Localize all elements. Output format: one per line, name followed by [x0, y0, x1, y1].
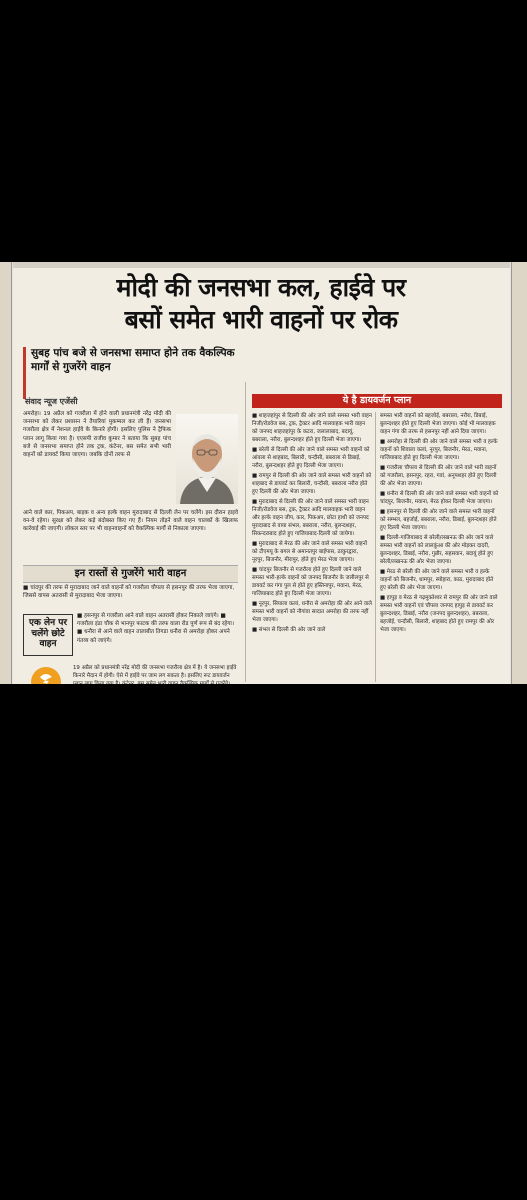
diversion-item: ■ नूरपुर, सियाला कलां, धनौरा से अमरोहा की ओर आने वाले समस्त भारी वाहनों को नौगांवा सादात अमरोहा की तरफ नहीं भेजा जाएगा। [252, 601, 372, 623]
diversion-item: ■ हसनपुर से दिल्ली की ओर जाने वाले समस्त भारी वाहनों को सम्भल, बहजोई, बबराला, नरौरा, डिबाई, बुलन्दशहर होते हुए दिल्ली भेजा जाएगा। [380, 509, 497, 531]
diversion-column-2 [380, 412, 500, 636]
diversion-item: ■ चांदपुर बिजनौर से गजरौला होते हुए दिल्ली जाने वाले समस्त भारी-हल्के वाहनों को जनपद बिजनौर के जलीलपुर से डायवर्ट कर गंगा पुल से होते हुए हस्तिनापुर, मवाना, मेरठ, गाजियाबाद होते हुए दिल्ली भेजा जाएगा। [252, 567, 369, 597]
headline [17, 272, 505, 336]
newspaper-page [13, 262, 510, 684]
subhead-accent-bar [23, 347, 26, 399]
diversion-item: ■ संभल से दिल्ली की ओर जाने वाले [252, 627, 326, 633]
intro-paragraph: अमरोहा। 19 अप्रैल को गजरौला में होने वाली प्रधानमंत्री नरेंद्र मोदी की जनसभा को लेकर प्रशासन ने तैयारियां मुकम्मल कर ली हैं। जनसभा गजरौला क्षेत्र में नेशनल हाईवे के किनारे होगी। इसलिए पुलिस ने ट्रैफिक प्लान लागू किया गया है। एएसपी राजीव कुमार ने बताया कि सुबह पांच बजे से जनसभा समाप्त होने तक ट्रक, कंटेनर, बस समेत सभी भारी वाहनों को डायवर्ट किया जाएगा। जबकि दोनों तरफ से [23, 411, 171, 459]
adjacent-page-right [511, 262, 527, 684]
diversion-item: ■ बरेली से दिल्ली की ओर जाने वाले समस्त भारी वाहनों को आंवला से शाहबाद, बिलारी, चन्दौसी, बबराला से डिबाई, नरौरा, बुलन्दशहर होते हुए दिल्ली भेजा जाएगा। [252, 447, 370, 469]
column-divider [375, 412, 376, 682]
route-instruction-top: ■ चांदपुर की तरफ से मुरादाबाद जाने वाले वाहनों को गजरौला चौपला से हसनपुर की तरफ भेजा जाएगा, जिससे वापस अतरासी से मुरादाबाद भेजा जाएगा। [23, 585, 235, 600]
diversion-item: ■ गजरौला चौपला से दिल्ली की ओर जाने वाले भारी वाहनों को गजरौला, हसनपुर, रहरा, गवां, अनूपशहर होते हुए दिल्ली की ओर भेजा जाएगा। [380, 465, 497, 487]
diversion-column-1 [252, 412, 372, 636]
byline: संवाद न्यूज एजेंसी [25, 397, 78, 406]
route-instructions: ■ हसनपुर से गजरौला आने वाले वाहन अतरासी होकर निकाले जाएंगे। ■ गजरौला इंडा चौक से भानपुर फाटक की तरफ वाला रोड पूर्ण रूप से बंद रहेगा। ■ धनौरा से आने वाले वाहन तालाबीत तिगडा धनौरा से अमरोहा होकर अपने गंतव्य को जाएंगे। [77, 613, 234, 644]
diversion-item: ■ अमरोहा से दिल्ली की ओर जाने वाले समस्त भारी व हल्के वाहनों को शिवाला कलां, नूरपुर, बिजनौर, मेरठ, मवाना, गाजियाबाद होते हुए दिल्ली भेजा जाएगा। [380, 439, 498, 461]
diversion-item: ■ शाहजहांपुर से दिल्ली की ओर जाने वाले समस्त भारी वाहन निजी/रोडवेज बस, ट्रक, ट्रैक्टर आदि मालवाहक भारी वाहन को जनपद शाहजहांपुर के कटरा, जलालाबाद, बदायूं, बबराला, नरौरा, बुलन्दशहर होते हुए दिल्ली भेजा जाएगा। [252, 413, 372, 443]
routes-section-heading: इन रास्तों से गुजरेंगे भारी वाहन [23, 565, 238, 583]
adjacent-page-left [0, 262, 12, 684]
bottom-black-area [0, 684, 527, 1200]
newspaper-photo [0, 262, 527, 684]
headline-line-1: मोदी की जनसभा कल, हाईवे पर [116, 273, 406, 302]
diversion-item: ■ धनौरा से दिल्ली की ओर जाने वाले समस्त भारी वाहनों को चांदपुर, बिजनौर, मवाना, मेरठ होकर दिल्ली भेजा जाएगा। [380, 491, 499, 505]
subheadline: सुबह पांच बजे से जनसभा समाप्त होने तक वैकल्पिक मार्गों से गुजरेंगे वाहन [31, 347, 235, 373]
diversion-item: ■ मुरादाबाद से मेरठ की ओर जाने वाले समस्त भारी वाहनों को टीएमयू के बगल से अमानतपुर बाईपास, ठाकुरद्वारा, नूरपुर, बिजनौर, मीरापुर, होते हुए मेरठ भेजा जाएगा। [252, 541, 368, 563]
top-black-area [0, 0, 527, 262]
intro-continuation: आने वाले कार, पिकअप, बाइक व अन्य हल्के वाहन मुरादाबाद से दिल्ली लेन पर चलेंगे। इस दौरान हाइवे वन-वे रहेगा। सुरक्षा को लेकर कड़े बंदोबस्त किए गए हैं। नियम तोड़ने वाले वाहन चालकों के खिलाफ कार्रवाई की जाएगी। लोकल स्तर पर भी वाहनवाहनों को वैकल्पिक मार्गों से निकाला जाएगा। [23, 510, 238, 533]
diversion-item: ■ हापुड़ व मेरठ से गढ़मुक्तेश्वर से रामपुर की ओर जाने वाले समस्त भारी वाहनों एवं चौपला जनपद हापुड़ से डायवर्ट कर बुलन्दशहर, डिबाई, नरौरा (जनपद बुलन्दशहर), बबराला, बहजोई, चन्दौसी, बिलारी, शाहबाद होते हुए रामपुर की ओर भेजा जाएगा। [380, 595, 498, 633]
headline-line-2: बसों समेत भारी वाहनों पर रोक [124, 305, 398, 334]
modi-portrait-photo [176, 414, 238, 504]
page-top-edge [13, 262, 510, 268]
column-divider [245, 382, 246, 682]
diversion-item: ■ मुरादाबाद से दिल्ली की ओर जाने वाले समस्त भारी वाहन निजी/रोडवेज बस, ट्रक, ट्रैक्टर आदि मालवाहक भारी वाहन और हल्के वाहन जीप, कार, पिकअप, छोटा हाथी को जनपद मुरादाबाद से वाया संभल, बबराला, नरौरा, बुलन्दशहर, सिकन्दराबाद होते हुए गाजियाबाद-दिल्ली को जायेगा। [252, 499, 369, 537]
diversion-plan-heading: ये है डायवर्जन प्लान [252, 394, 502, 408]
small-vehicles-lane-box: एक लेन पर चलेंगे छोटे वाहन [23, 614, 73, 656]
diversion-item: ■ रामपुर से दिल्ली की ओर जाने वाले समस्त भारी वाहनों को शाहबाद से डायवर्ट कर बिलारी, चन्दौसी, बबराला नरौरा होते हुए दिल्ली की ओर भेजा जाएगा। [252, 473, 372, 495]
asp-quote-text: 19 अप्रैल को प्रधानमंत्री नरेंद्र मोदी की जनसभा गजरौला क्षेत्र में है। ये जनसभा हाईवे किनारे मैदान में होगी। ऐसे में हाईवे पर जाम लग सकता है। इसलिए रूट डायवर्जन [73, 665, 237, 679]
diversion-item: समस्त भारी वाहनों को बहजोई, बबराला, नरौरा, डिबाई, बुलन्दशहर होते हुए दिल्ली भेजा जाएगा। कोई भी मालवाहक वाहन गंगा की तरफ से हसनपुर नहीं आने दिया जाएगा। [380, 413, 496, 435]
diversion-item: ■ दिल्ली-गाजियाबाद से बरेली/लखनऊ की ओर जाने वाले समस्त भारी वाहनों को लालकुंआ की ओर मोड़कर दादरी, बुलन्दशहर, डिबाई, नरौरा, गुन्नौर, सहसवान, बदायूं होते हुए बरेली/लखनऊ की ओर भेजा जाएगा। [380, 535, 494, 565]
diversion-item: ■ मेरठ से बरेली की ओर जाने वाले समस्त भारी व हल्के वाहनों को बिजनौर, धामपुर, स्योहारा, काठ, मुरादाबाद होते हुए बरेली की ओर भेजा जाएगा। [380, 569, 494, 591]
portrait-illustration [176, 414, 238, 504]
